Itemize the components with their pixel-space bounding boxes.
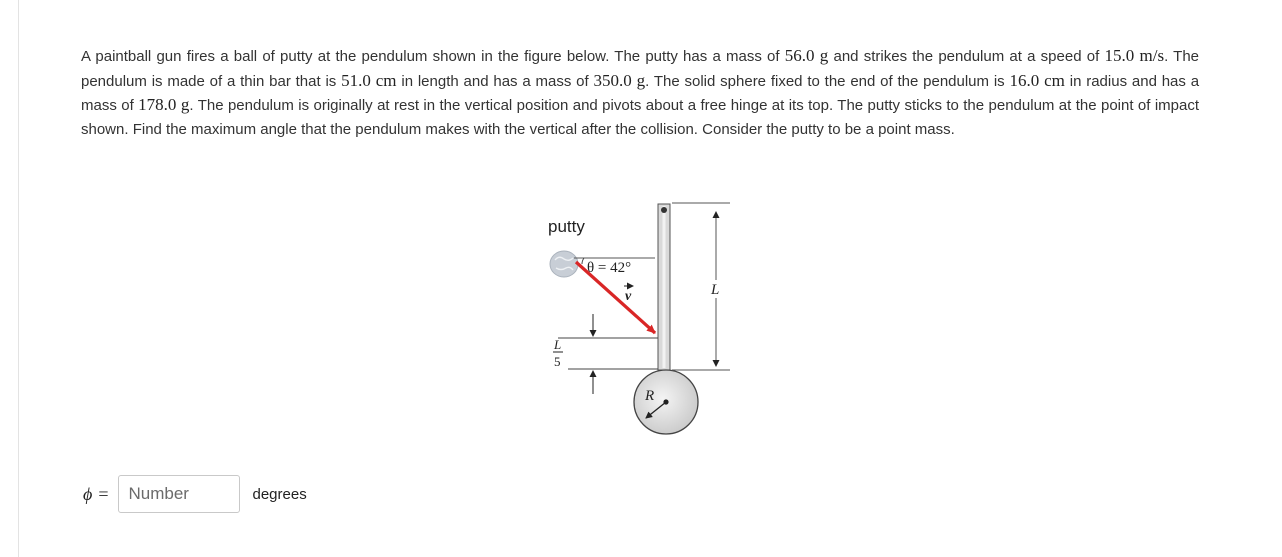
question-part-1: A paintball gun fires a ball of putty at the pendulum shown in the figure below. The putty has a mass of bbox=[81, 48, 785, 65]
question-part-4: in length and has a mass of bbox=[396, 72, 594, 90]
question-text bbox=[81, 44, 1199, 141]
answer-input[interactable] bbox=[118, 475, 240, 513]
bar-mass-value: 350.0 g bbox=[593, 70, 646, 90]
answer-row bbox=[83, 474, 307, 514]
angle-label: θ = 42° bbox=[587, 260, 632, 276]
equals-sign: = bbox=[98, 483, 109, 504]
sphere-radius-value: 16.0 cm bbox=[1009, 70, 1065, 90]
length-label: L bbox=[711, 282, 720, 298]
pendulum-diagram bbox=[540, 196, 740, 441]
left-border bbox=[18, 0, 19, 557]
bar-length-value: 51.0 cm bbox=[341, 70, 397, 90]
fraction-denominator: 5 bbox=[554, 354, 561, 369]
pendulum-figure bbox=[540, 196, 740, 441]
phi-symbol: ϕ bbox=[83, 483, 93, 504]
question-part-6: in radius and has a mass of bbox=[81, 72, 1200, 115]
angle-arc bbox=[582, 258, 584, 264]
question-part-2: and strikes the pendulum at a speed of bbox=[828, 48, 1105, 65]
velocity-label: v bbox=[625, 289, 632, 304]
question-part-3: . The pendulum is made of a thin bar that is bbox=[81, 48, 1200, 90]
putty-mass-value: 56.0 g bbox=[784, 46, 829, 65]
unit-label: degrees bbox=[252, 485, 307, 503]
question-part-7: . The pendulum is originally at rest in the vertical position and pivots about a free hinge at its top. The putty sticks to the pendulum at the point of impact shown. Find the maximum angle that the pendulum makes with the vertical after the collision. Consider the putty to be a point mass. bbox=[81, 97, 1199, 138]
fraction-numerator: L bbox=[554, 337, 562, 352]
putty-speed-value: 15.0 m/s bbox=[1104, 46, 1165, 65]
question-part-5: . The solid sphere fixed to the end of the pendulum is bbox=[645, 72, 1010, 90]
putty-label: putty bbox=[548, 217, 585, 236]
radius-label: R bbox=[645, 388, 655, 404]
sphere-mass-value: 178.0 g bbox=[138, 95, 190, 115]
pivot-hinge bbox=[661, 207, 667, 213]
putty-ball bbox=[550, 251, 578, 277]
